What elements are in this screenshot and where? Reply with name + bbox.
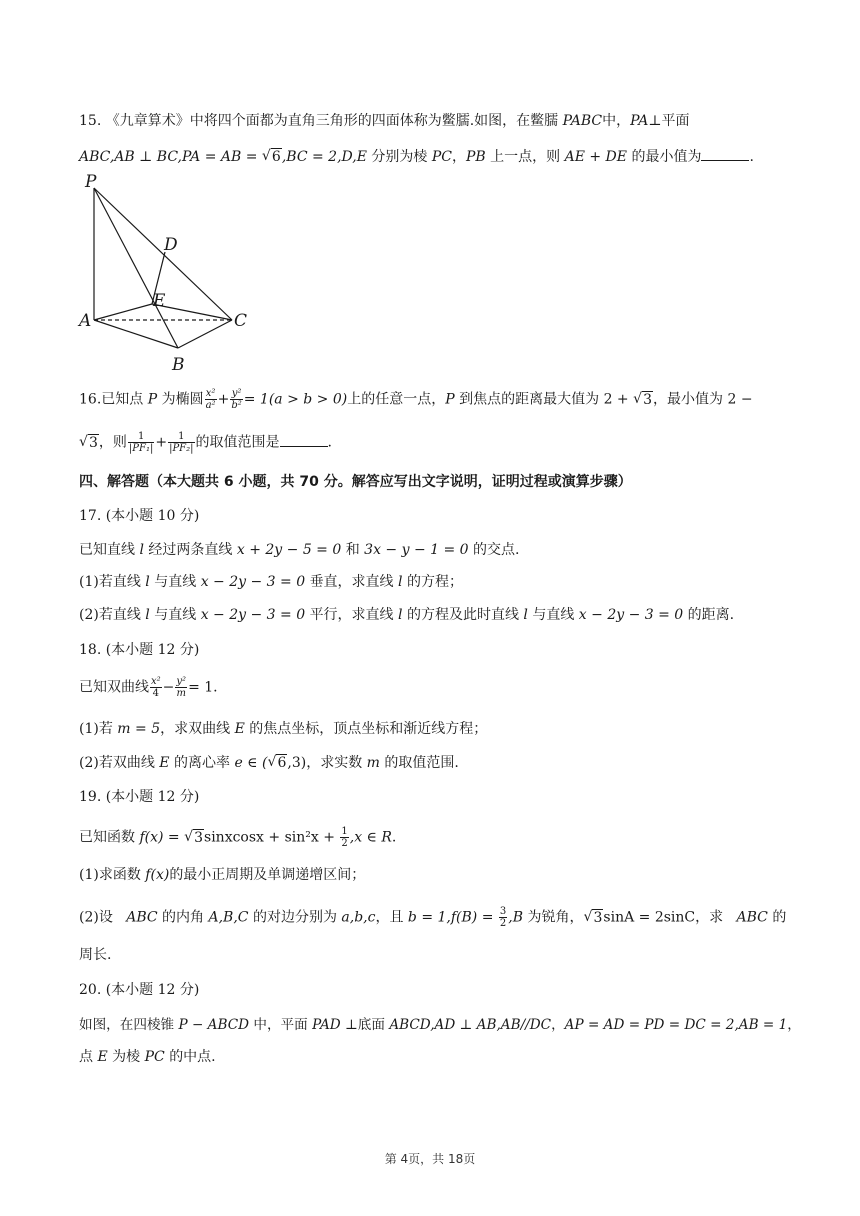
q18-intro: 已知双曲线 $\frac{\text{x²}}{4}$ − $\frac{\text{y²}}{m}$ = 1. [79,676,218,699]
label-B: B [172,355,185,375]
q16-number: 16. [79,391,102,408]
q18-part1: (1)若 m = 5，求双曲线 E 的焦点坐标，顶点坐标和渐近线方程； [79,721,488,737]
q16-text: 上的任意一点， [347,391,446,408]
q15-text: 中， [602,113,631,129]
q16-math: + [217,391,230,408]
q15-line1 [79,111,690,131]
fraction: $\frac{\text{x²}}{4}$ [151,676,161,699]
fraction: $\frac{1}{2}$ [341,826,348,849]
fraction: $\frac{\text{x²}}{\text{a²}}$ [205,388,216,411]
q17-part1: (1)若直线 l 与直线 x − 2y − 3 = 0 垂直，求直线 l 的方程； [79,574,463,590]
sqrt-symbol: √ 6 [262,147,282,167]
q16-text: ，最小值为 [653,391,724,408]
fraction: $\frac{1}{\text{|PF₁|}}$ [128,431,154,454]
q16-math: 2 − [727,391,753,408]
q15-text: 《九章算术》中将四个面都为直角三角形的四面体称为鳖臑.如图，在鳖臑 [105,113,559,129]
page-footer: 第 4页，共 18页 [384,1152,476,1166]
q20-line1: 如图，在四棱锥 P − ABCD 中，平面 PAD ⊥底面 ABCD,AD ⊥ AB,AB//DC，AP = AD = PD = DC = 2,AB = 1， [79,1017,801,1033]
q18-part2: (2)若双曲线 E 的离心率 e ∈ (√ 6,3)，求实数 m 的取值范围. [79,753,459,773]
q16-math: 2 + [603,391,634,408]
q17-header: 17. (本小题 10 分) [79,508,200,524]
q19-part1: (1)求函数 f(x)的最小正周期及单调递增区间； [79,867,366,883]
q16-line1 [79,388,753,411]
sqrt-symbol: √ 3 [79,433,99,453]
answer-blank [280,432,328,447]
q16-math: P [147,391,158,408]
q15-math: ,BC = 2,D,E [281,149,367,165]
q15-math: AE + DE [564,149,627,165]
segment-AE [94,304,152,320]
tetrahedron-figure [76,170,266,378]
q16-line2: √ 3，则 $\frac{1}{\text{|PF₁|}}$ + $\frac{1}{\text{|PF₂|}}$ 的取值范围是 . [79,431,332,454]
answer-blank [701,146,749,161]
q15-math: PB [465,149,486,165]
label-E: E [153,291,166,311]
q15-math: PA [630,113,649,129]
label-D: D [164,235,178,255]
q15-text: ， [451,149,466,165]
q15-number: 15. [79,113,102,129]
q19-header: 19. (本小题 12 分) [79,789,200,805]
fraction: $\frac{3}{2}$ [499,906,507,929]
q18-header: 18. (本小题 12 分) [79,642,200,658]
q16-text: 到焦点的距离最大值为 [459,391,600,408]
fraction: $\frac{\text{y²}}{\text{b²}}$ [231,388,242,411]
q15-text: 分别为棱 [371,149,428,165]
label-C: C [234,311,248,331]
q16-text: 的取值范围是 [195,434,280,451]
sqrt-symbol: √ 3 [633,390,653,410]
q15-text: 上一点，则 [490,149,561,165]
q19-part2-cont: 周长. [79,947,112,963]
q16-text: . [327,434,332,451]
sqrt-symbol: √ 3 [583,908,603,928]
q16-text: ，则 [98,434,127,451]
q15-text: 的最小值为 [631,149,702,165]
fraction: $\frac{\text{y²}}{m}$ [176,676,187,699]
q20-header: 20. (本小题 12 分) [79,982,200,998]
q19-intro: 已知函数 f(x) = √ 3sinxcosx + sin²x + $\frac{1}{2}$ ,x ∈ R. [79,826,396,849]
q17-intro: 已知直线 l 经过两条直线 x + 2y − 5 = 0 和 3x − y − 1 = 0 的交点. [79,542,520,558]
q17-part2: (2)若直线 l 与直线 x − 2y − 3 = 0 平行，求直线 l 的方程及此时直线 l 与直线 x − 2y − 3 = 0 的距离. [79,607,735,623]
fraction: $\frac{1}{\text{|PF₂|}}$ [169,431,194,454]
q20-line2: 点 E 为棱 PC 的中点. [79,1049,216,1065]
edge-BC [178,320,232,348]
section-title: 四、解答题（本大题共 6 小题，共 70 分。解答应写出文字说明，证明过程或演算步骤） [79,474,632,490]
q15-text: . [749,149,754,165]
q15-line2 [79,146,754,167]
sqrt-symbol: √ 3 [184,828,204,848]
q15-math: PC [431,149,452,165]
q15-text: ⊥平面 [648,113,690,129]
q16-math: = 1(a > b > 0) [243,391,348,408]
label-P: P [85,172,97,192]
q19-part2: (2)设 ABC 的内角 A,B,C 的对边分别为 a,b,c，且 b = 1,f(B) = $\frac{3}{2}$ ,B 为锐角，√ 3sinA = 2sinC，求 ABC 的 [79,906,786,929]
q15-math: ABC,AB ⊥ BC,PA = AB = [79,149,262,165]
q16-text: 为椭圆 [161,391,204,408]
label-A: A [79,311,92,331]
q16-math: P [445,391,455,408]
q15-math: PABC [562,113,603,129]
sqrt-symbol: √ 6 [267,753,287,773]
q16-text: 已知点 [101,391,144,408]
